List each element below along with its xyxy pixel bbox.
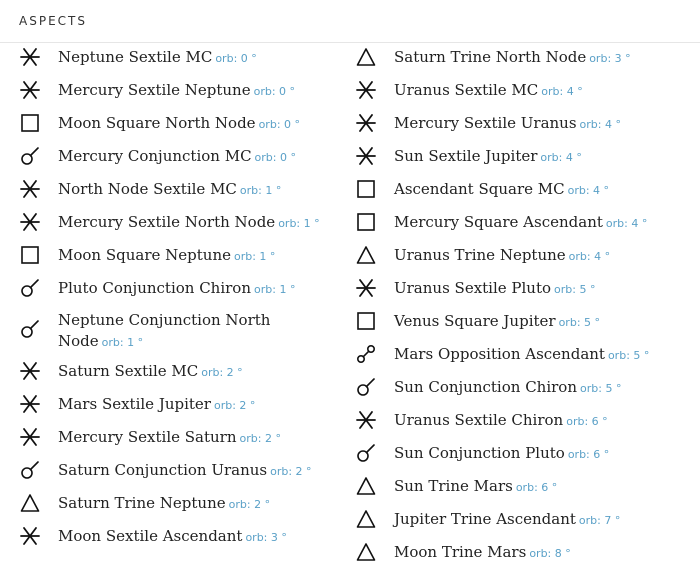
orb-label: orb: [529,547,552,560]
aspect-name: Venus Square Jupiter [394,312,556,330]
aspect-text [394,244,610,268]
aspect-orb [255,151,296,164]
aspect-name: Sun Conjunction Chiron [394,378,577,396]
aspect-name: Moon Square Neptune [58,246,231,264]
aspect-orb [579,514,620,527]
conjunction-icon [355,376,377,398]
aspect-text [58,211,320,235]
orb-value: 6 [589,448,601,461]
orb-value: 1 [261,184,273,197]
aspect-text [58,112,300,136]
aspect-list-item [19,241,344,274]
aspect-name: Mars Sextile Jupiter [58,395,211,413]
aspect-orb [201,366,242,379]
aspect-list-item [355,538,700,571]
aspect-text [58,145,296,169]
orb-value: 2 [292,465,303,478]
degree-symbol: ° [612,382,622,395]
aspect-list-item [19,274,344,307]
aspect-text [394,277,595,301]
orb-value: 6 [537,481,549,494]
degree-symbol: ° [266,250,276,263]
aspect-text [58,525,287,549]
aspect-orb [568,448,609,461]
orb-value: 5 [575,283,587,296]
degree-symbol: ° [600,184,610,197]
aspect-name: Ascendant Square MC [394,180,565,198]
aspect-text [58,492,270,516]
aspect-orb [568,184,609,197]
aspect-name: Sun Trine Mars [394,477,513,495]
aspect-orb [102,336,143,349]
orb-label: orb: [567,448,590,461]
aspect-name: Moon Sextile Ascendant [58,527,243,545]
square-icon [19,244,41,266]
degree-symbol: ° [601,250,611,263]
sextile-icon [19,79,41,101]
aspect-text [394,343,649,367]
degree-symbol: ° [548,481,558,494]
degree-symbol: ° [272,184,282,197]
aspect-orb [608,349,649,362]
aspect-orb [240,432,281,445]
orb-value: 2 [223,366,234,379]
orb-value: 1 [123,336,135,349]
degree-symbol: ° [233,366,243,379]
aspect-orb [606,217,647,230]
aspect-orb [214,399,255,412]
orb-value: 4 [590,250,602,263]
degree-symbol: ° [611,514,621,527]
degree-symbol: ° [310,217,320,230]
sextile-icon [355,409,377,431]
sextile-icon [19,525,41,547]
aspect-text [394,508,620,532]
aspect-orb [540,151,581,164]
aspect-orb [580,118,621,131]
degree-symbol: ° [286,85,296,98]
aspect-text [58,426,281,450]
aspect-text [394,310,600,334]
aspect-orb [529,547,570,560]
trine-icon [355,244,377,266]
orb-value: 1 [275,283,287,296]
aspect-list-item [355,241,700,274]
orb-label: orb: [541,85,564,98]
aspect-text [58,244,275,268]
aspect-text [394,145,582,169]
conjunction-icon [19,459,41,481]
aspect-list-item [355,439,700,472]
aspect-list-item [355,43,700,76]
orb-label: orb: [568,250,591,263]
degree-symbol: ° [621,52,631,65]
aspect-orb [254,283,295,296]
orb-label: orb: [228,498,251,511]
aspect-name: Sun Conjunction Pluto [394,444,565,462]
conjunction-icon [355,442,377,464]
aspect-text [58,393,255,417]
orb-value: 4 [562,151,573,164]
degree-symbol: ° [247,52,257,65]
orb-label: orb: [540,151,563,164]
sextile-icon [19,178,41,200]
aspect-list-item [19,76,344,109]
degree-symbol: ° [598,415,608,428]
aspects-column-right [355,43,700,571]
aspect-name: Pluto Conjunction Chiron [58,279,252,297]
aspect-list-item [355,307,700,340]
orb-label: orb: [245,531,268,544]
aspect-name: Saturn Trine North Node [394,48,587,66]
aspect-name: Saturn Conjunction Uranus [58,461,268,479]
degree-symbol: ° [302,465,312,478]
aspect-list-item [355,175,700,208]
aspect-orb [270,465,311,478]
orb-value: 0 [276,151,287,164]
degree-symbol: ° [600,448,610,461]
aspect-list-item [355,373,700,406]
orb-value: 7 [600,514,612,527]
aspect-name: Saturn Sextile MC [58,362,199,380]
orb-label: orb: [258,118,281,131]
orb-label: orb: [567,184,590,197]
orb-label: orb: [580,382,602,395]
aspect-list-item [19,522,344,555]
aspect-list-item [19,175,344,208]
orb-label: orb: [515,481,538,494]
aspect-orb [554,283,595,296]
aspect-list-item [355,406,700,439]
aspect-text [58,79,295,103]
aspects-header [0,0,700,43]
aspect-list-item [355,472,700,505]
aspect-list-item [355,340,700,373]
orb-value: 5 [629,349,641,362]
aspect-name: Mercury Sextile Neptune [58,81,251,99]
aspect-list-item [19,357,344,390]
aspect-text [58,459,312,483]
opposition-icon [355,343,377,365]
aspect-text [58,277,295,301]
aspect-list-item [355,142,700,175]
aspect-orb [245,531,286,544]
aspect-list-item [355,505,700,538]
sextile-icon [355,145,377,167]
aspect-list-item [19,109,344,142]
aspect-list-item [19,43,344,76]
aspect-orb [278,217,319,230]
orb-label: orb: [215,52,238,65]
aspect-list-item [19,456,344,489]
conjunction-icon [19,277,41,299]
square-icon [355,178,377,200]
degree-symbol: ° [277,531,287,544]
orb-label: orb: [201,366,224,379]
orb-value: 4 [627,217,639,230]
aspect-text [394,475,557,499]
aspect-name: Mercury Sextile Saturn [58,428,237,446]
orb-label: orb: [278,217,301,230]
aspect-orb [240,184,281,197]
aspect-text [394,178,609,202]
orb-label: orb: [605,217,628,230]
conjunction-icon [19,145,41,167]
aspect-text [394,211,647,235]
orb-label: orb: [254,151,277,164]
aspect-orb [559,316,600,329]
orb-label: orb: [270,465,293,478]
orb-value: 0 [237,52,248,65]
trine-icon [355,541,377,563]
aspect-name: Neptune Conjunction North Node [58,311,271,350]
aspect-orb [541,85,582,98]
degree-symbol: ° [638,217,648,230]
aspect-text [394,112,621,136]
aspect-orb [569,250,610,263]
degree-symbol: ° [287,151,296,164]
orb-value: 8 [551,547,562,560]
degree-symbol: ° [561,547,571,560]
orb-value: 2 [250,498,262,511]
orb-value: 0 [280,118,292,131]
orb-label: orb: [579,118,602,131]
aspect-orb [234,250,275,263]
aspect-text [58,46,257,70]
orb-value: 2 [235,399,247,412]
degree-symbol: ° [572,151,582,164]
degree-symbol: ° [640,349,650,362]
trine-icon [355,475,377,497]
orb-value: 4 [589,184,601,197]
orb-label: orb: [233,250,256,263]
aspect-orb [229,498,270,511]
aspect-name: Mars Opposition Ascendant [394,345,605,363]
orb-value: 4 [563,85,574,98]
square-icon [355,211,377,233]
orb-value: 0 [275,85,287,98]
aspect-orb [254,85,295,98]
aspect-list-item [19,142,344,175]
orb-label: orb: [566,415,589,428]
aspect-name: Mercury Conjunction MC [58,147,252,165]
aspect-text [394,442,609,466]
sextile-icon [19,46,41,68]
orb-label: orb: [239,432,262,445]
aspect-orb [566,415,607,428]
trine-icon [355,46,377,68]
trine-icon [19,492,41,514]
sextile-icon [19,211,41,233]
aspect-list-item [19,423,344,456]
orb-value: 4 [601,118,612,131]
aspect-list-item [19,208,344,241]
degree-symbol: ° [286,283,296,296]
trine-icon [355,508,377,530]
aspect-list-item [19,307,344,357]
orb-value: 3 [267,531,278,544]
aspect-name: Uranus Sextile Chiron [394,411,564,429]
aspect-text [58,178,281,202]
orb-value: 6 [588,415,599,428]
orb-label: orb: [607,349,630,362]
orb-value: 1 [255,250,267,263]
aspect-name: Uranus Sextile MC [394,81,539,99]
degree-symbol: ° [586,283,596,296]
aspect-name: Neptune Sextile MC [58,48,213,66]
degree-symbol: ° [246,399,256,412]
aspect-name: Jupiter Trine Ascendant [394,510,576,528]
orb-label: orb: [578,514,601,527]
orb-label: orb: [558,316,581,329]
degree-symbol: ° [261,498,271,511]
sextile-icon [355,79,377,101]
aspect-text [394,541,571,565]
aspect-orb [589,52,630,65]
sextile-icon [355,112,377,134]
orb-value: 5 [601,382,613,395]
aspect-name: North Node Sextile MC [58,180,237,198]
aspect-text [394,409,608,433]
square-icon [19,112,41,134]
degree-symbol: ° [612,118,621,131]
orb-label: orb: [239,184,262,197]
degree-symbol: ° [134,336,144,349]
aspect-name: Mercury Square Ascendant [394,213,603,231]
aspect-name: Mercury Sextile North Node [58,213,276,231]
orb-value: 5 [580,316,592,329]
degree-symbol: ° [573,85,583,98]
aspect-text [394,376,621,400]
aspect-text [394,79,583,103]
aspect-name: Moon Trine Mars [394,543,527,561]
aspect-list-item [355,109,700,142]
sextile-icon [19,426,41,448]
aspect-orb [580,382,621,395]
orb-label: orb: [253,85,276,98]
aspect-orb [259,118,300,131]
sextile-icon [355,277,377,299]
aspect-orb [516,481,557,494]
orb-value: 1 [300,217,311,230]
aspect-name: Saturn Trine Neptune [58,494,226,512]
aspect-orb [215,52,256,65]
aspect-name: Moon Square North Node [58,114,256,132]
orb-value: 3 [611,52,622,65]
aspect-text [58,360,243,384]
degree-symbol: ° [271,432,281,445]
section-title: ASPECTS [19,14,87,28]
aspect-name: Uranus Sextile Pluto [394,279,552,297]
orb-label: orb: [101,336,124,349]
aspect-name: Uranus Trine Neptune [394,246,566,264]
aspects-column-left [19,43,344,555]
sextile-icon [19,393,41,415]
square-icon [355,310,377,332]
orb-label: orb: [254,283,276,296]
aspect-list-item [19,390,344,423]
sextile-icon [19,360,41,382]
conjunction-icon [19,318,41,340]
orb-label: orb: [213,399,236,412]
orb-label: orb: [554,283,576,296]
degree-symbol: ° [291,118,301,131]
orb-value: 2 [261,432,272,445]
aspect-text [394,46,631,70]
aspect-name: Mercury Sextile Uranus [394,114,577,132]
aspect-text [58,310,338,353]
aspect-name: Sun Sextile Jupiter [394,147,538,165]
aspect-list-item [19,489,344,522]
degree-symbol: ° [591,316,601,329]
orb-label: orb: [589,52,612,65]
aspect-list-item [355,274,700,307]
aspect-list-item [355,76,700,109]
aspect-list-item [355,208,700,241]
